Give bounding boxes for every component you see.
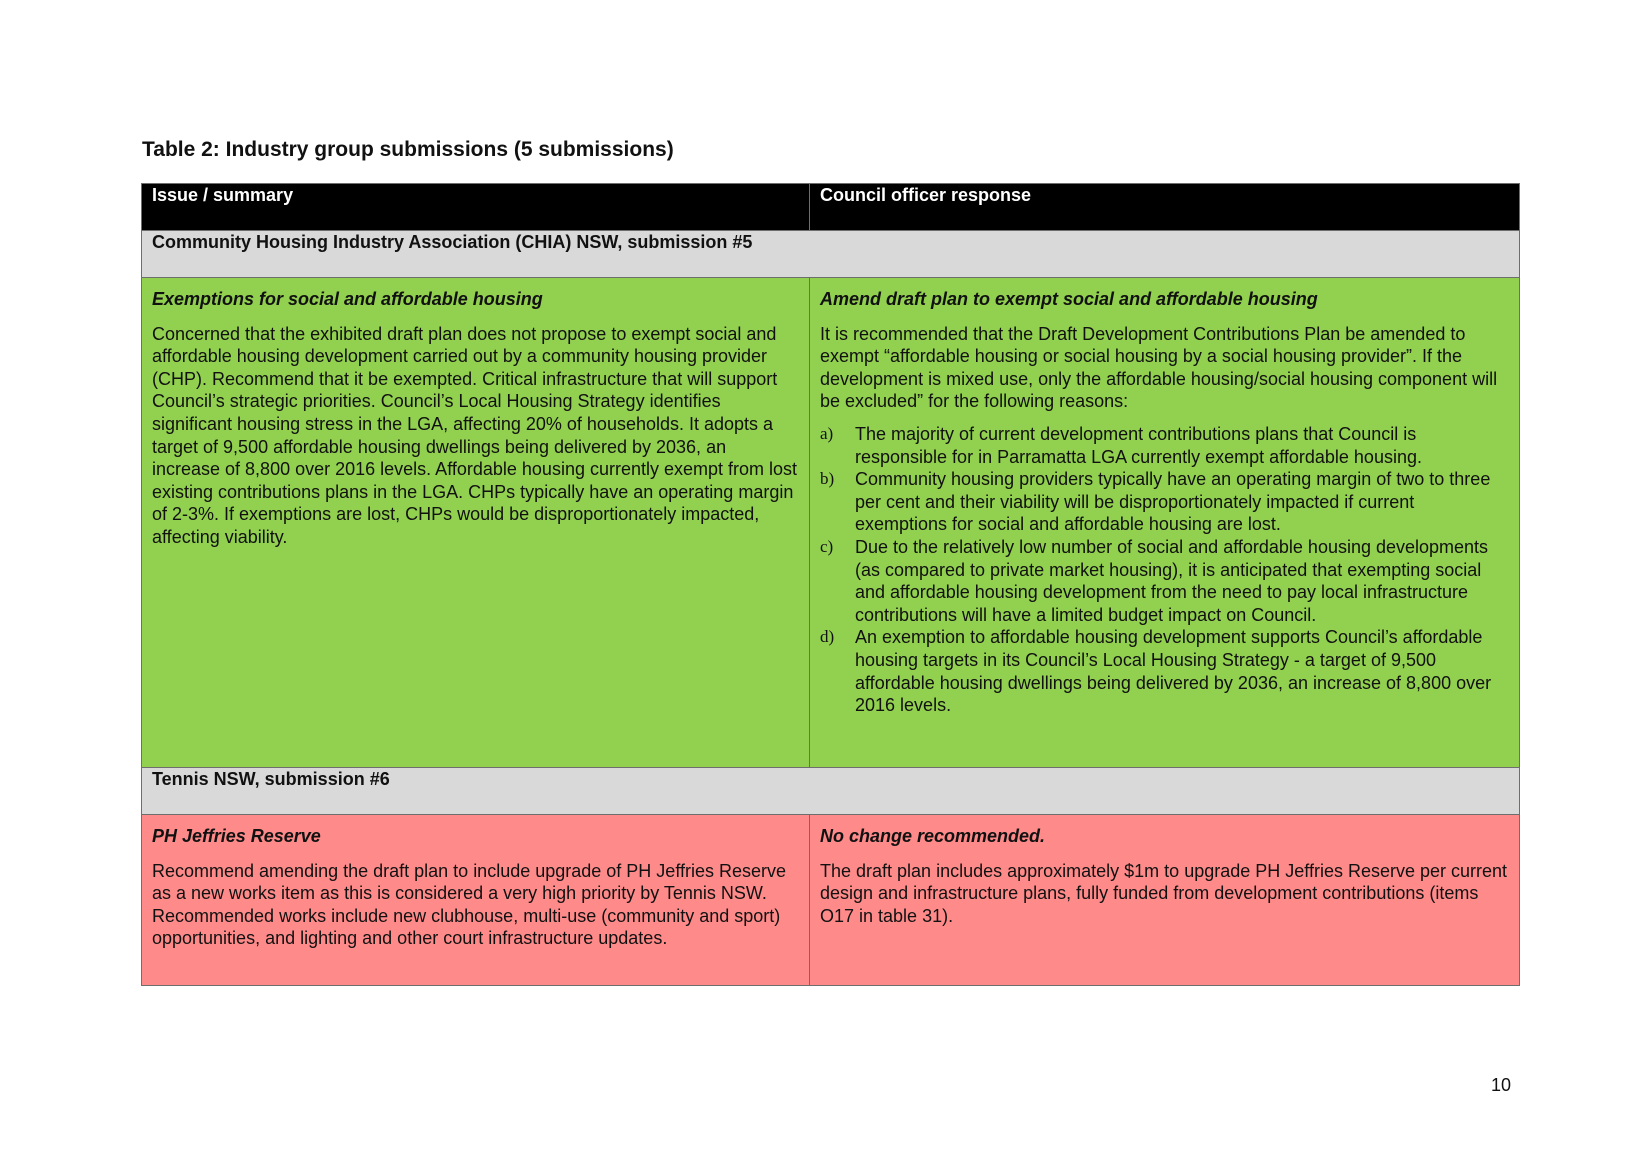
list-item (820, 468, 1509, 536)
issue-cell (142, 278, 810, 768)
list-item (820, 423, 1509, 468)
response-text: The draft plan includes approximately $1m to upgrade PH Jeffries Reserve per current design and infrastructure plans, fully funded from development contributions (items O17 in table 31). (820, 860, 1508, 926)
table-caption: Table 2: Industry group submissions (5 submissions) (142, 138, 674, 161)
group-title: Tennis NSW, submission #6 (142, 768, 1520, 815)
table-row (142, 278, 1520, 768)
submissions-table (141, 183, 1520, 986)
list-marker: d) (820, 627, 835, 647)
list-item-text: An exemption to affordable housing development supports Council’s affordable housing targets in its Council’s Local Housing Strategy - a target of 9,500 affordable housing dwellings being delivered by 2036, an increase of 8,800 over 2016 levels. (855, 627, 1492, 716)
issue-text: Concerned that the exhibited draft plan does not propose to exempt social and affordable housing development carried out by a community housing provider (CHP). Recommend that it be exempted. Critical infrastructure that will support Council’s strategic priorities. Council’s Local Housing Strategy identifies significant housing stress in the LGA, affecting 20% of households. It adopts a target of 9,500 affordable housing dwellings being delivered by 2036, an increase of 8,800 over 2016 levels. Affordable housing currently exempt from lost existing contributions plans in the LGA. CHPs typically have an operating margin of 2-3%. If exemptions are lost, CHPs would be disproportionately impacted, affecting viability. (152, 323, 798, 547)
response-heading: No change recommended. (820, 826, 1046, 846)
table-row (142, 815, 1520, 986)
list-marker: b) (820, 469, 835, 489)
response-cell (810, 278, 1520, 768)
issue-heading: PH Jeffries Reserve (152, 826, 321, 846)
list-marker: c) (820, 536, 834, 556)
response-text: It is recommended that the Draft Development Contributions Plan be amended to exempt “affordable housing or social housing by a social housing provider”. If the development is mixed use, only the affordable housing/social housing component will be excluded” for the following reasons: (820, 323, 1498, 412)
group-title: Community Housing Industry Association (CHIA) NSW, submission #5 (142, 231, 1520, 278)
response-cell (810, 815, 1520, 986)
list-item-text: Due to the relatively low number of social and affordable housing developments (as compared to private market housing), it is anticipated that exempting social and affordable housing development from the need to pay local infrastructure contributions will have a limited budget impact on Council. (855, 536, 1489, 625)
column-header-issue: Issue / summary (142, 184, 810, 231)
group-row-tennis (142, 768, 1520, 815)
list-item (820, 626, 1509, 716)
issue-heading: Exemptions for social and affordable housing (152, 289, 543, 309)
reasons-list (820, 423, 1509, 717)
group-row-chia (142, 231, 1520, 278)
issue-cell (142, 815, 810, 986)
list-item-text: Community housing providers typically have an operating margin of two to three per cent and their viability will be disproportionately impacted if current exemptions for social and affordable housing are lost. (855, 469, 1491, 535)
list-marker: a) (820, 423, 834, 443)
page-number: 10 (1491, 1075, 1512, 1095)
issue-text: Recommend amending the draft plan to include upgrade of PH Jeffries Reserve as a new works item as this is considered a very high priority by Tennis NSW. Recommended works include new clubhouse, multi-use (community and sport) opportunities, and lighting and other court infrastructure updates. (152, 860, 787, 949)
list-item-text: The majority of current development contributions plans that Council is responsible for in Parramatta LGA currently exempt affordable housing. (855, 423, 1422, 467)
column-header-response: Council officer response (810, 184, 1520, 231)
table-header-row (142, 184, 1520, 231)
list-item (820, 536, 1509, 626)
response-heading: Amend draft plan to exempt social and affordable housing (820, 289, 1318, 309)
